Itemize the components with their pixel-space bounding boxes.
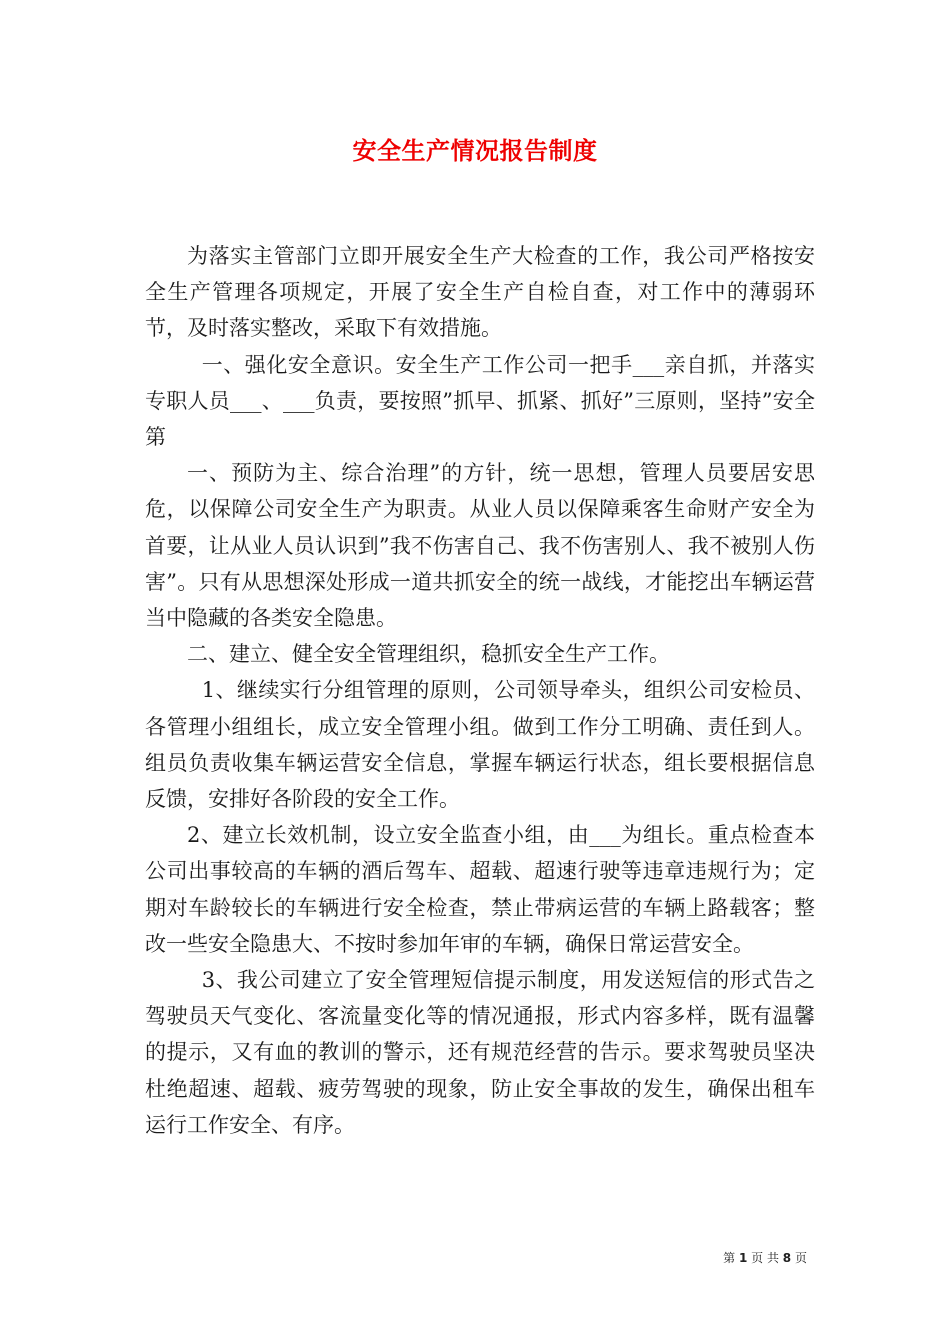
item-1-paragraph: 1、继续实行分组管理的原则，公司领导牵头，组织公司安检员、各管理小组组长，成立安全管理小组。做到工作分工明确、责任到人。组员负责收集车辆运营安全信息，掌握车辆运行状态，组长要根据信息反馈，安排好各阶段的安全工作。	[145, 678, 815, 812]
footer-suffix: 页	[794, 1251, 807, 1265]
intro-paragraph: 为落实主管部门立即开展安全生产大检查的工作，我公司严格按安全生产管理各项规定，开展了安全生产自检自查，对工作中的薄弱环节，及时落实整改，采取下有效措施。	[145, 244, 815, 341]
footer-prefix: 第	[723, 1251, 736, 1265]
page-number-footer	[723, 1250, 807, 1266]
total-page-count: 8	[782, 1251, 792, 1265]
item-3-paragraph: 3、我公司建立了安全管理短信提示制度，用发送短信的形式告之驾驶员天气变化、客流量变化等的情况通报，形式内容多样，既有温馨的提示，又有血的教训的警示，还有规范经营的告示。要求驾驶员坚决杜绝超速、超载、疲劳驾驶的现象，防止安全事故的发生，确保出租车运行工作安全、有序。	[145, 968, 815, 1137]
section-1-continuation-paragraph: 一、预防为主、综合治理”的方针，统一思想，管理人员要居安思危，以保障公司安全生产为职责。从业人员以保障乘客生命财产安全为首要，让从业人员认识到”我不伤害自己、我不伤害别人、我不被别人伤害”。只有从思想深处形成一道共抓安全的统一战线，才能挖出车辆运营当中隐藏的各类安全隐患。	[145, 461, 815, 631]
document-title: 安全生产情况报告制度	[352, 136, 598, 165]
section-2-heading: 二、建立、健全安全管理组织，稳抓安全生产工作。	[187, 642, 670, 667]
current-page-number: 1	[738, 1251, 748, 1265]
item-2-paragraph: 2、建立长效机制，设立安全监查小组，由___为组长。重点检查本公司出事较高的车辆的酒后驾车、超载、超速行驶等违章违规行为；定期对车龄较长的车辆进行安全检查，禁止带病运营的车辆上路载客；整改一些安全隐患大、不按时参加年审的车辆，确保日常运营安全。	[145, 823, 815, 956]
document-body	[145, 238, 815, 1143]
section-1-paragraph: 一、强化安全意识。安全生产工作公司一把手___亲自抓，并落实专职人员___、___负责，要按照”抓早、抓紧、抓好”三原则，坚持”安全第	[145, 352, 815, 450]
footer-middle: 页 共	[751, 1251, 779, 1265]
